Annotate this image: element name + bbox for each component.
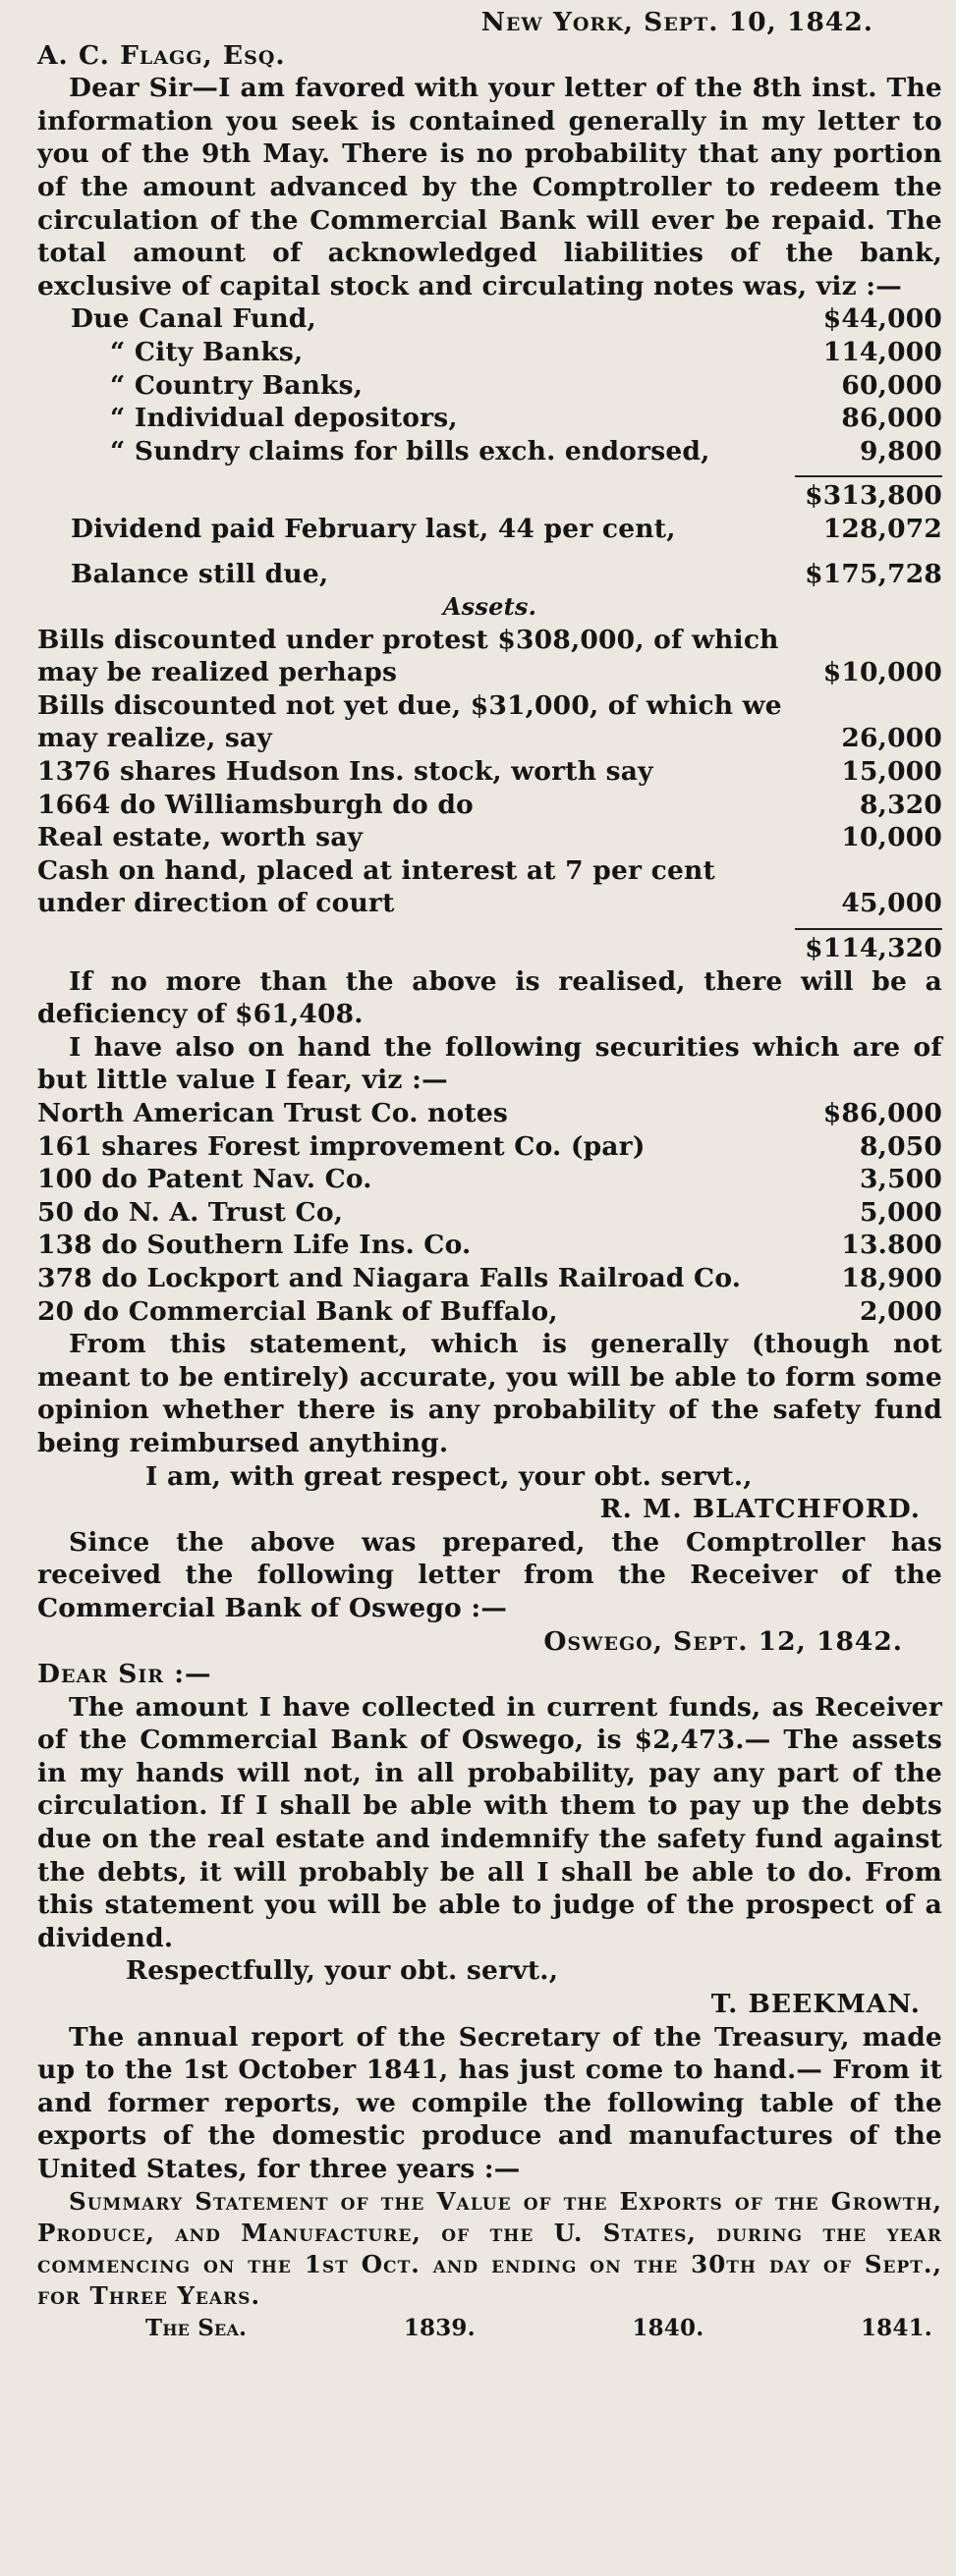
liability-amount: 86,000 <box>841 403 942 434</box>
security-label: 100 do Patent Nav. Co. <box>37 1164 372 1195</box>
security-amount: $86,000 <box>822 1098 942 1128</box>
dividend-row <box>37 513 942 546</box>
table-header-col0: The Sea. <box>145 2314 248 2341</box>
asset-amount: 10,000 <box>841 822 942 853</box>
asset-row <box>37 854 942 920</box>
liabilities-list <box>37 302 942 467</box>
security-amount: 2,000 <box>860 1295 942 1327</box>
since-para: Since the above was prepared, the Comptroller has received the following letter from the Receiver of the Commercial Bank of Oswego :— <box>37 1526 942 1623</box>
letter1-body: Dear Sir—I am favored with your letter of the 8th inst. The information you seek is contained generally in my letter to you of the 9th May. There is no probability that any portion of the amount advanced by the Comptroller to redeem the circulation of the Commercial Bank will ever be repaid. The total amount of acknowledged liabilities of the bank, exclusive of capital stock and circulating notes was, viz :— <box>37 73 942 301</box>
security-row <box>37 1229 942 1262</box>
asset-row <box>37 624 942 689</box>
liability-label: “ Country Banks, <box>110 369 364 401</box>
closing-2: Respectfully, your obt. servt., <box>126 1955 559 1987</box>
asset-row <box>37 789 942 822</box>
liability-amount: $44,000 <box>822 303 942 335</box>
asset-row <box>37 755 942 789</box>
liability-row <box>71 402 942 435</box>
liability-row <box>71 369 942 403</box>
assets-total-row <box>37 932 942 965</box>
dateline-2: Oswego, Sept. 12, 1842. <box>543 1625 903 1657</box>
asset-label: Bills discounted under protest $308,000, of which may be realized perhaps <box>37 624 779 688</box>
asset-row <box>37 821 942 854</box>
liability-amount: 9,800 <box>860 435 942 466</box>
dividend-label: Dividend paid February last, 44 per cent, <box>71 513 676 544</box>
security-amount: 3,500 <box>860 1164 942 1195</box>
table-header-col2: 1840. <box>632 2314 704 2341</box>
balance-row <box>37 558 942 591</box>
security-row <box>37 1163 942 1196</box>
liability-amount: 114,000 <box>822 336 942 367</box>
security-amount: 18,900 <box>841 1262 942 1293</box>
dateline: New York, Sept. 10, 1842. <box>480 7 873 37</box>
security-row <box>37 1295 942 1329</box>
securities-intro: I have also on hand the following securities which are of but little value I fear, viz :— <box>37 1031 942 1096</box>
statement-para: From this statement, which is generally (though not meant to be entirely) accurate, you will be able to form some opinion whether there is any probability of the safety fund being reimbursed anything. <box>37 1329 942 1458</box>
security-label: 50 do N. A. Trust Co, <box>37 1196 344 1228</box>
assets-list <box>37 624 942 920</box>
liability-row <box>71 336 942 369</box>
asset-amount: 26,000 <box>841 723 942 754</box>
closing-1: I am, with great respect, your obt. servt., <box>145 1460 753 1492</box>
security-amount: 8,050 <box>860 1130 942 1162</box>
liabilities-total-row <box>37 479 942 513</box>
security-row <box>37 1196 942 1230</box>
security-row <box>37 1262 942 1295</box>
asset-amount: 45,000 <box>841 888 942 919</box>
assets-heading: Assets. <box>442 592 537 622</box>
asset-amount: 15,000 <box>841 756 942 788</box>
total-rule <box>795 475 942 477</box>
table-header-col3: 1841. <box>860 2314 932 2341</box>
asset-label: Real estate, worth say <box>37 822 364 853</box>
balance-amount: $175,728 <box>805 558 942 589</box>
liability-label: “ Sundry claims for bills exch. endorsed, <box>110 435 710 466</box>
asset-label: Cash on hand, placed at interest at 7 per cent under direction of court <box>37 854 715 919</box>
liability-label: “ Individual depositors, <box>110 403 458 434</box>
security-row <box>37 1130 942 1164</box>
liabilities-total: $313,800 <box>805 480 942 512</box>
table-header-col1: 1839. <box>403 2314 476 2341</box>
security-row <box>37 1097 942 1130</box>
liability-label: Due Canal Fund, <box>71 303 316 335</box>
assets-total: $114,320 <box>805 933 942 964</box>
asset-amount: 8,320 <box>860 789 942 820</box>
asset-row <box>37 689 942 755</box>
deficiency-para: If no more than the above is realised, there will be a deficiency of $61,408. <box>37 965 942 1030</box>
table-header-row <box>37 2312 942 2341</box>
asset-amount: $10,000 <box>822 657 942 688</box>
securities-list <box>37 1097 942 1328</box>
security-label: North American Trust Co. notes <box>37 1098 509 1128</box>
liability-row <box>71 435 942 468</box>
liability-row <box>71 302 942 336</box>
asset-label: 1664 do Williamsburgh do do <box>37 789 474 820</box>
asset-label: Bills discounted not yet due, $31,000, of which we may realize, say <box>37 689 782 754</box>
security-label: 20 do Commercial Bank of Buffalo, <box>37 1295 558 1327</box>
summary-heading: Summary Statement of the Value of the Exports of the Growth, Produce, and Manufacture, of the U. States, during the year commencing on the 1st Oct. and ending on the 30th day of Sept., for Three Years. <box>37 2186 942 2310</box>
dividend-amount: 128,072 <box>822 513 942 544</box>
salutation-2: Dear Sir :— <box>37 1659 212 1690</box>
security-label: 161 shares Forest improvement Co. (par) <box>37 1130 646 1162</box>
balance-label: Balance still due, <box>71 558 329 589</box>
asset-label: 1376 shares Hudson Ins. stock, worth say <box>37 756 653 788</box>
signature-1: R. M. BLATCHFORD. <box>599 1494 921 1525</box>
security-label: 378 do Lockport and Niagara Falls Railroad Co. <box>37 1262 742 1293</box>
liability-label: “ City Banks, <box>110 336 304 367</box>
security-amount: 13.800 <box>841 1230 942 1261</box>
letter2-body: The amount I have collected in current funds, as Receiver of the Commercial Bank of Oswego, is $2,473.— The assets in my hands will not, in all probability, pay any part of the circulation. If I shall be able with them to pay up the debts due on the real estate and indemnify the safety fund against the debts, it will probably be all I shall be able to do. From this statement you will be able to judge of the prospect of a dividend. <box>37 1691 942 1953</box>
signature-2: T. BEEKMAN. <box>710 1989 921 2020</box>
assets-rule <box>795 928 942 930</box>
security-label: 138 do Southern Life Ins. Co. <box>37 1230 472 1261</box>
addressee: A. C. Flagg, Esq. <box>37 39 286 71</box>
security-amount: 5,000 <box>860 1196 942 1228</box>
liability-amount: 60,000 <box>841 369 942 401</box>
annual-report-para: The annual report of the Secretary of the Treasury, made up to the 1st October 1841, has just come to hand.— From it and former reports, we compile the following table of the exports of the domestic produce and manufactures of the United States, for three years :— <box>37 2021 942 2184</box>
